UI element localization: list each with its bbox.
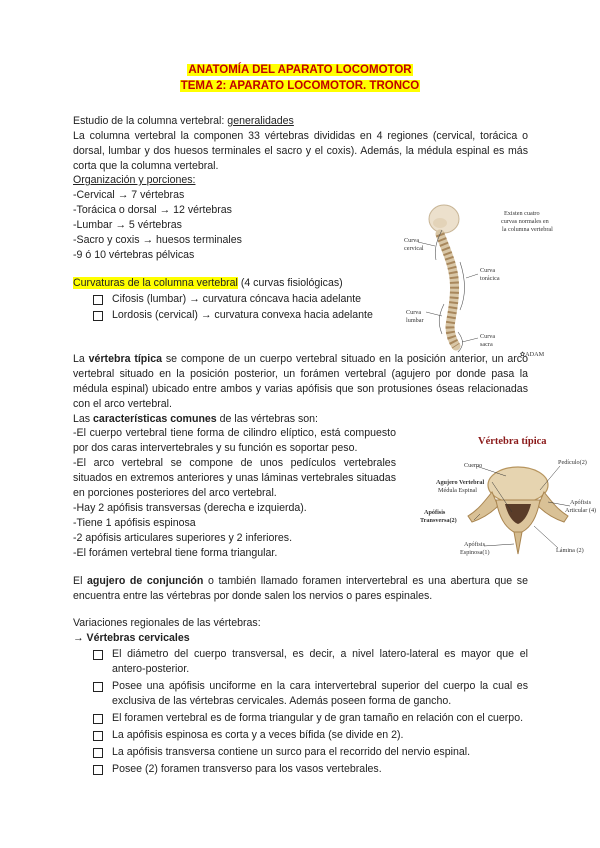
label-curva-cervical: Curva [404,237,420,244]
label-apofisis-transversa: Transversa(2) [420,517,457,524]
intro-heading: Estudio de la columna vertebral: generalidades [73,115,294,127]
vertebra-figure [408,430,600,570]
regional-section [73,616,528,777]
regional-heading: Variaciones regionales de las vértebras: [73,617,261,629]
label-curva-toracica: torácica [480,275,500,282]
checkbox-icon [93,650,103,660]
organization-item: -9 ó 10 vértebras pélvicas [73,249,195,261]
feature-item: -El forámen vertebral tiene forma triangular. [73,547,278,559]
page-title: ANATOMÍA DEL APARATO LOCOMOTOR [188,64,412,76]
intro-paragraph: La columna vertebral la componen 33 vértebras divididas en 4 regiones (cervical, torácica o dorsal, lumbar y dos huesos terminales el sacro y el coxis). Además, la médula espinal es más corta que la columna vertebral. [73,130,528,172]
vertebral-body [488,467,548,503]
feature-item: -Hay 2 apófisis transversas (derecha e izquierda). [73,502,307,514]
label-cuerpo: Cuerpo [464,462,483,469]
vertebra-figure-title: Vértebra típica [478,436,547,447]
label-apofisis-transversa: Apófisis [424,509,446,516]
conjuncion-paragraph: El agujero de conjunción o también llamado foramen intervertebral es una abertura que se encuentra entre las vértebras por donde salen los nervios o pares espinales. [73,575,528,602]
transverse-process-right [538,492,568,522]
checkbox-icon [93,731,103,741]
spinous-process [514,532,522,554]
checklist-item: El foramen vertebral es de forma triangular y de gran tamaño en relación con el cuerpo. [90,711,528,726]
label-apofisis-articular: Articular (4) [565,507,597,514]
organization-item: -Cervical → 7 vértebras [73,189,185,201]
typical-vertebra-intro [73,352,528,427]
organization-heading: Organización y porciones: [73,174,196,186]
organization-section [73,173,373,263]
label-curva-lumbar: lumbar [406,317,424,324]
typical-paragraph: La vértebra típica se compone de un cuerpo vertebral situado en la posición anterior, un arco vertebral situado en la posición posterior, un forámen vertebral (agujero por donde pasa la médula espinal) ubicado entre ambos y varias apófisis que son protusiones óseas relacionadas con el arco vertebral. [73,353,528,410]
feature-item: -El cuerpo vertebral tiene forma de cilindro elíptico, está compuesto por dos caras intervertebrales y su función es soportar peso. [73,427,396,454]
checklist-item: Posee (2) foramen transverso para los vasos vertebrales. [90,762,528,777]
organization-item: -Torácica o dorsal → 12 vértebras [73,204,232,216]
intro-section [73,114,528,174]
spine-note-line: la columna vertebral [502,226,553,233]
checkbox-icon [93,295,103,305]
adam-credit: ✿ADAM [520,351,545,358]
transverse-process-left [468,492,498,522]
label-lamina: Lámina (2) [556,547,584,554]
spine-note-line: curvas normales en [501,218,549,225]
label-curva-lumbar: Curva [406,309,422,316]
label-curva-sacra: Curva [480,333,496,340]
checkbox-icon [93,748,103,758]
checklist-item: Cifosis (lumbar) → curvatura cóncava hacia adelante [90,292,403,307]
label-apofisis-espinosa: Espinosa(1) [460,549,490,556]
checklist-item: La apófisis transversa contiene un surco para el recorrido del nervio espinal. [90,745,528,760]
feature-item: -Tiene 1 apófisis espinosa [73,517,196,529]
checklist-item: La apófisis espinosa es corta y a veces bífida (se divide en 2). [90,728,528,743]
checklist-item: El diámetro del cuerpo transversal, es decir, a nivel latero-lateral es mayor que el antero-posterior. [90,647,528,677]
common-features-heading: Las características comunes de las vértebras son: [73,413,318,425]
checkbox-icon [93,714,103,724]
label-apofisis-articular: Apófisis [570,499,591,506]
organization-item: -Sacro y coxis → huesos terminales [73,234,242,246]
curvatures-section [73,276,403,323]
checkbox-icon [93,682,103,692]
spine-figure [400,200,560,362]
spine-note-line: Existen cuatro [504,210,540,217]
label-curva-cervical: cervical [404,245,424,252]
feature-item: -2 apófisis articulares superiores y 2 inferiores. [73,532,293,544]
label-pediculo: Pedículo(2) [558,459,587,466]
page-subtitle: TEMA 2: APARATO LOCOMOTOR. TRONCO [180,80,420,92]
cervical-subheading: → Vértebras cervicales [73,632,190,644]
organization-item: -Lumbar → 5 vértebras [73,219,182,231]
checklist-item: Lordosis (cervical) → curvatura convexa hacia adelante [90,308,403,323]
checklist-item: Posee una apófisis unciforme en la cara intervertebral superior del cuerpo la cual es exclusiva de las vértebras cervicales. Además poseen forma de gancho. [90,679,528,709]
curvatures-heading: Curvaturas de la columna vertebral (4 curvas fisiológicas) [73,277,343,289]
label-medula-espinal: Médula Espinal [438,487,478,494]
checkbox-icon [93,765,103,775]
label-apofisis-espinosa: Apófisis [464,541,485,548]
common-features-list [73,426,396,561]
label-curva-toracica: Curva [480,267,496,274]
feature-item: -El arco vertebral se compone de unos pedículos vertebrales situados en extremos anteriores y unas láminas vertebrales situadas en porciones posteriores del arco vertebral. [73,457,396,499]
label-agujero-vertebral: Agujero Vertebral [436,479,485,486]
label-curva-sacra: sacra [480,341,493,348]
checkbox-icon [93,311,103,321]
